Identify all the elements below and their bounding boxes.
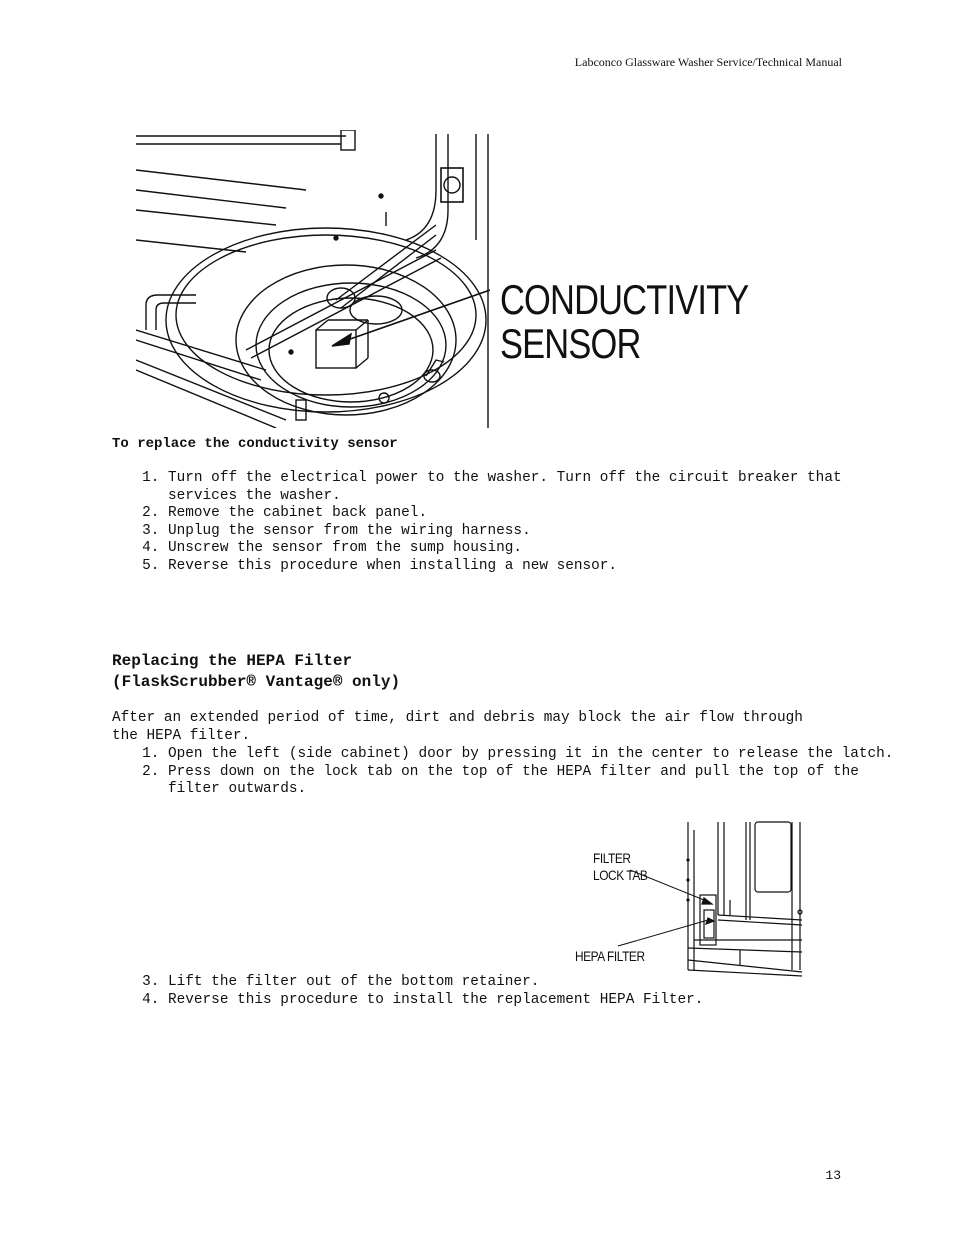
list-item: 4. Unscrew the sensor from the sump housing. bbox=[168, 540, 898, 558]
list-item: 3. Lift the filter out of the bottom retainer. bbox=[168, 974, 898, 992]
conductivity-sensor-callout: CONDUCTIVITY SENSOR bbox=[500, 276, 749, 367]
conductivity-sensor-illustration bbox=[136, 130, 490, 428]
page-header: Labconco Glassware Washer Service/Technical Manual bbox=[574, 55, 842, 69]
section-title-conductivity: To replace the conductivity sensor bbox=[112, 436, 398, 452]
list-item: 2. Remove the cabinet back panel. bbox=[168, 505, 898, 523]
hepa-filter-label: HEPA FILTER bbox=[575, 948, 645, 964]
filter-lock-tab-label: FILTER LOCK TAB bbox=[593, 850, 648, 883]
list-item: 4. Reverse this procedure to install the replacement HEPA Filter. bbox=[168, 992, 898, 1010]
list-item: 1. Open the left (side cabinet) door by pressing it in the center to release the latch. bbox=[168, 746, 898, 764]
list-item: 2. Press down on the lock tab on the top of the HEPA filter and pull the top of the filter outwards. bbox=[168, 764, 898, 799]
section-title-line-2: (FlaskScrubber® Vantage® only) bbox=[112, 673, 401, 691]
hepa-steps-list-b bbox=[112, 974, 898, 1009]
page-number: 13 bbox=[825, 1168, 841, 1183]
hepa-intro-paragraph: After an extended period of time, dirt and debris may block the air flow through the HEPA filter. bbox=[112, 710, 803, 744]
list-item: 5. Reverse this procedure when installing a new sensor. bbox=[168, 558, 898, 576]
section-title-line-1: Replacing the HEPA Filter bbox=[112, 652, 353, 670]
list-item: 1. Turn off the electrical power to the washer. Turn off the circuit breaker that services the washer. bbox=[168, 470, 898, 505]
list-item: 3. Unplug the sensor from the wiring harness. bbox=[168, 523, 898, 541]
conductivity-steps-list bbox=[112, 470, 898, 576]
hepa-steps-list-a bbox=[112, 746, 898, 799]
section-title-hepa bbox=[112, 651, 400, 693]
